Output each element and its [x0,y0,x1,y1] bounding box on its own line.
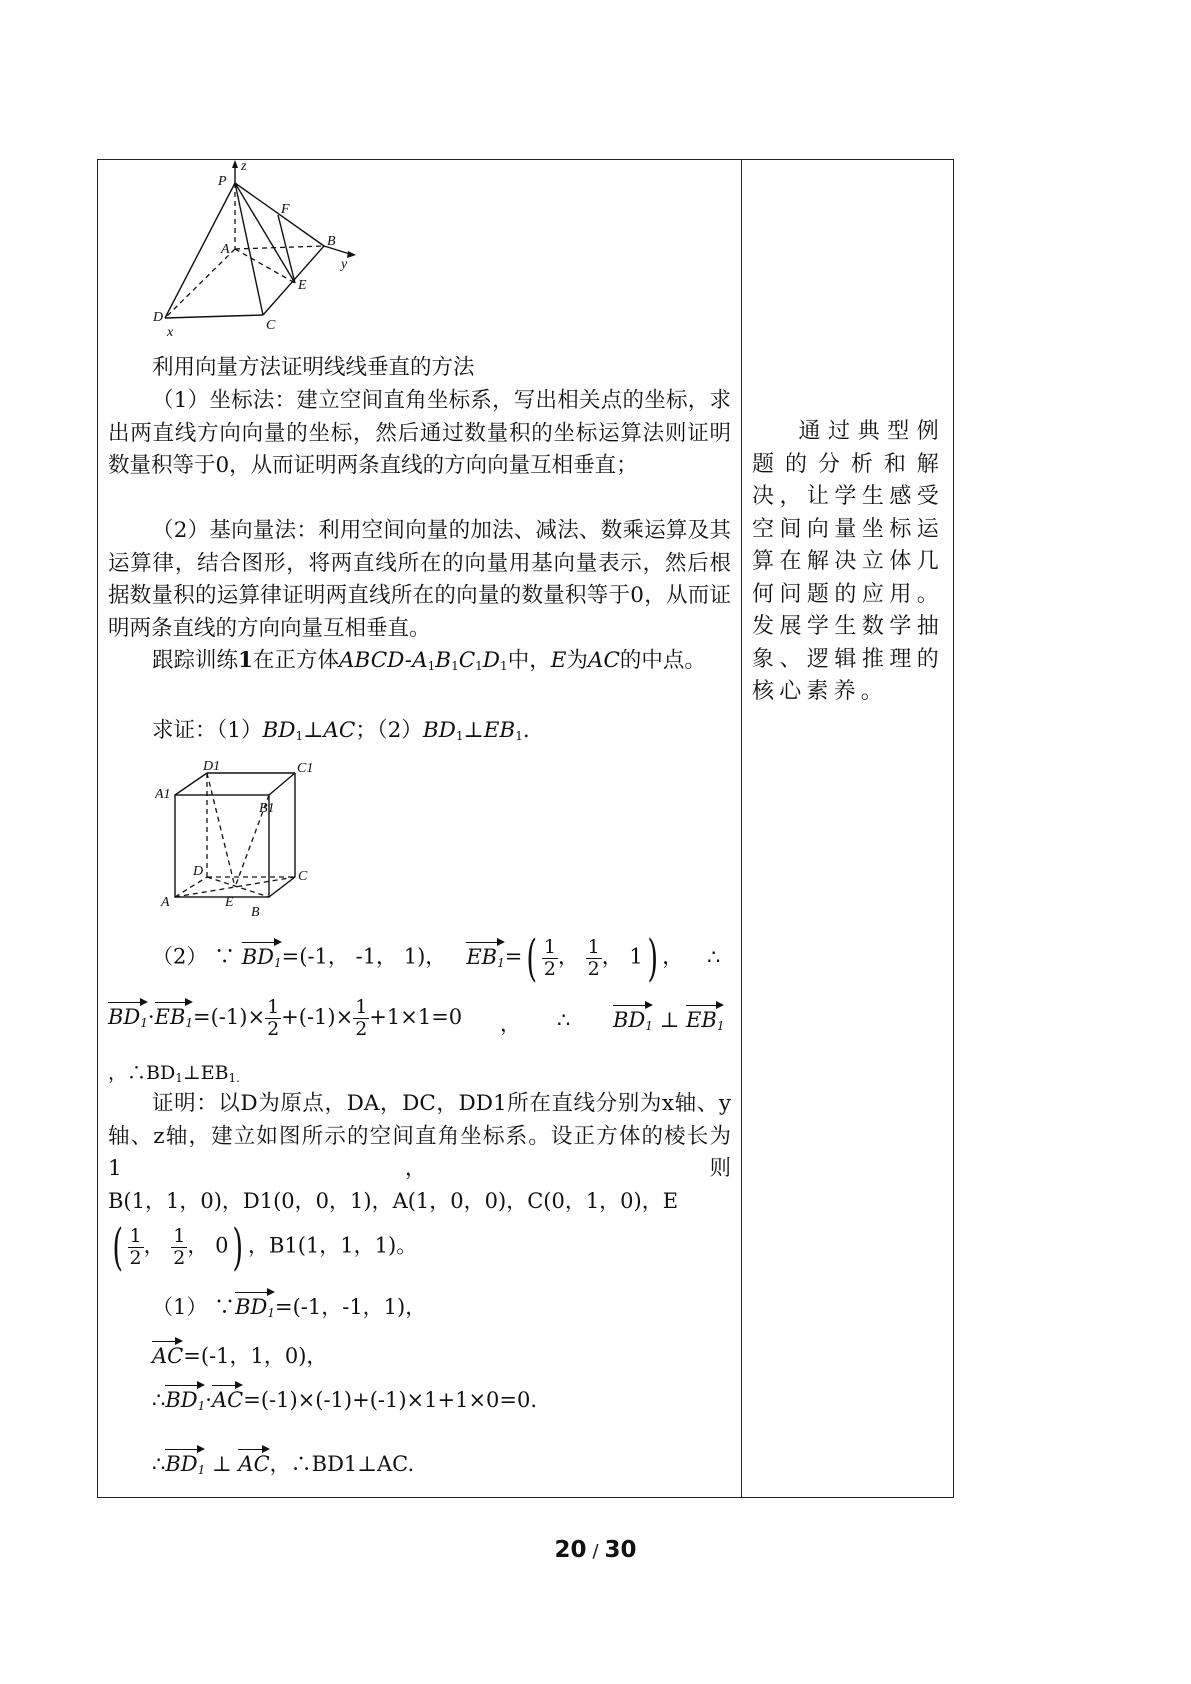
label-x: x [167,325,174,340]
label-A1: A1 [155,787,171,802]
part1-line3: $\therefore BD_1\cdot AC=(-1)\times(-1)+(-1)\times 1+1\times 0=0$. [152,1388,538,1413]
label-D: D [193,864,204,879]
coordinates: B(1，1，0)，D1(0，0，1)，A(1，0，0)，C(0，1，0)，E [108,1189,679,1213]
label-z: z [241,159,247,174]
cube-figure [155,760,315,920]
part1-line4: $\therefore BD_1$ ⊥ AC，∴BD1⊥AC. [152,1452,415,1477]
part2-line2: $BD_1\cdot EB_1=(-1)\times$ $\frac{1}{2}$ +(-1)× $\frac{1}{2}$ +1×1=0 [108,996,463,1040]
label-C1: C1 [297,761,314,776]
method-1: （1）坐标法：建立空间直角坐标系，写出相关点的坐标，求出两直线方向向量的坐标，然后通过数量积的坐标运算法则证明数量积等于0，从而证明两条直线的方向向量互相垂直； [108,388,731,478]
side-note: 通过典型例题的分析和解决，让学生感受空间向量坐标运算在解决立体几何问题的应用。发展学生数学抽象、逻辑推理的核心素养。 [752,419,944,704]
label-D1: D1 [203,760,221,774]
proof-paragraph: 证明：以D为原点，DA，DC，DD1所在直线分别为x轴、y轴、z轴，建立如图所示的空间直角坐标系。设正方体的棱长为1，则 [108,1091,731,1181]
column-divider [741,159,742,1498]
label-B: B [251,905,260,920]
coordinates-2: ( $\frac{1}{2}$ ， $\frac{1}{2}$ ， 0) ，B1(1，1，1)。 [112,1218,418,1276]
label-P: P [218,174,227,189]
pyramid-figure [150,158,365,343]
label-y: y [341,257,348,272]
therefore-mark: ∴ [707,945,721,969]
label-A: A [161,895,170,910]
label-C: C [266,318,276,333]
method-2: （2）基向量法：利用空间向量的加法、减法、数乘运算及其运算律，结合图形，将两直线所在的向量用基向量表示，然后根据数量积的运算律证明两直线所在的向量的数量积等于0，从而证明两条直线的方向向量互相垂直。 [108,518,731,641]
comma-mark: ， [500,1012,521,1036]
exercise: 跟踪训练1在正方体ABCD-$A_1B_1C_1D_1$中，E为AC的中点。 [152,648,706,673]
part2-line1: （2） ∵ $BD_1=(-1$， -1， 1)， $EB_1=$( $\frac{1}{2}$ ， $\frac{1}{2}$ ， 1) ， [152,929,684,987]
label-E: E [298,278,307,293]
label-C: C [298,869,308,884]
label-A: A [221,242,230,257]
part2-conclusion: ，$\therefore BD_1\perp EB_{1.}$ [108,1062,240,1085]
label-D: D [153,310,164,325]
page-number: 20 / 30 [554,1537,637,1563]
part1-line2: AC=(-1，1，0)， [152,1344,328,1368]
label-F: F [281,202,290,217]
heading: 利用向量方法证明线线垂直的方法 [152,355,475,380]
label-B: B [327,234,336,249]
label-E: E [225,895,234,910]
part1-line1: （1） $\because BD_1=(-1$，-1，1)， [152,1295,427,1320]
therefore-mark-2: ∴ [557,1008,571,1032]
prove-statement: 求证：$(1)BD_1\perp AC$；$(2)BD_1\perp EB_1$. [152,718,530,743]
vector-perp: $BD_1$ ⊥ $EB_1$ [613,1008,725,1033]
label-B1: B1 [259,801,275,816]
